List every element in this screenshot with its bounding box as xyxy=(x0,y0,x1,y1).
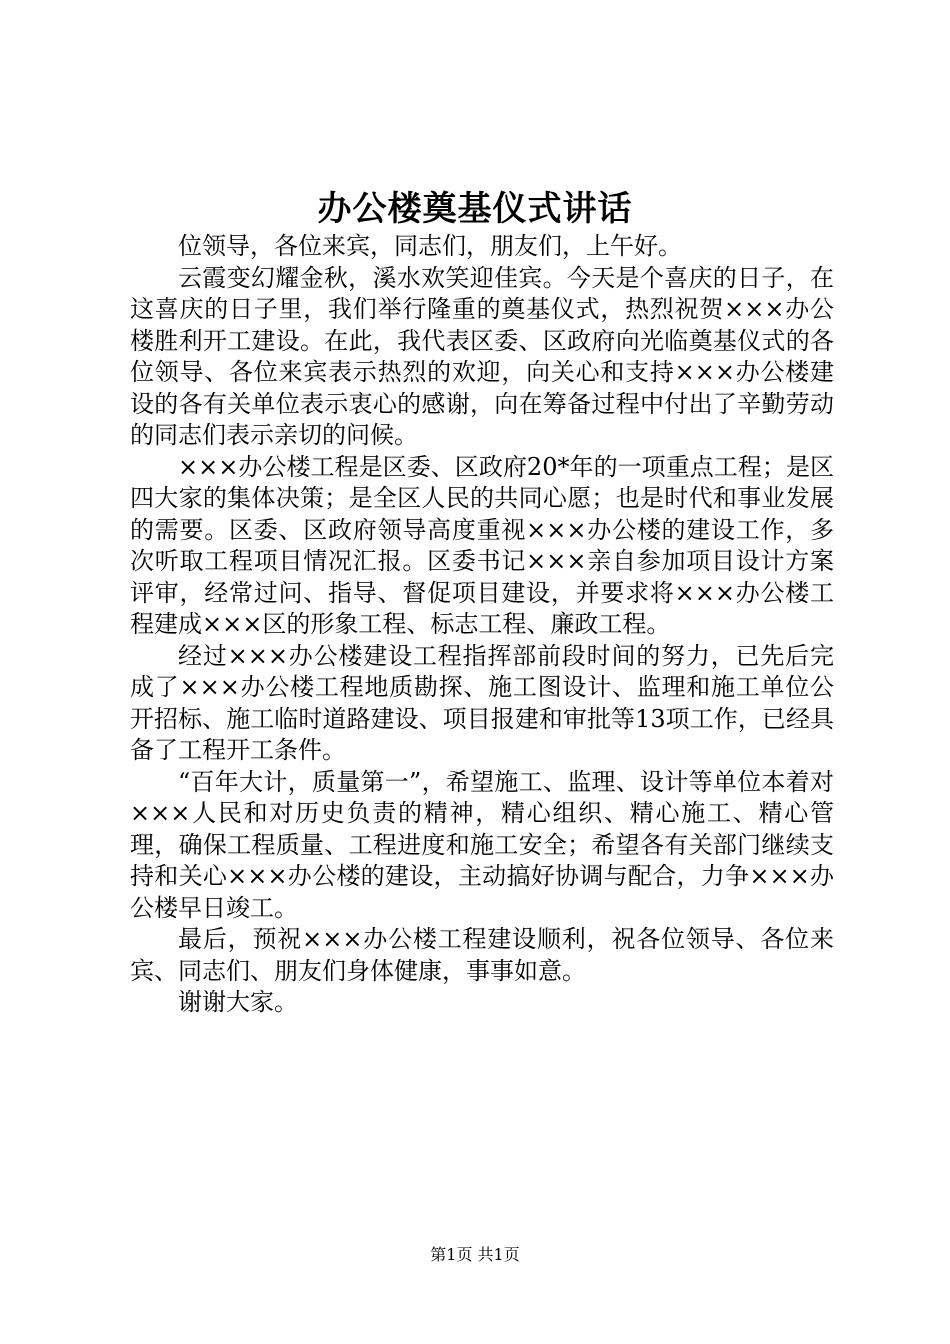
paragraph-progress: 经过×××办公楼建设工程指挥部前段时间的努力，已先后完成了×××办公楼工程地质勘探、施工图设计、监理和施工单位公开招标、施工临时道路建设、项目报建和审批等13项工作，已经具备了工程开工条件。 xyxy=(130,641,834,764)
paragraph-closing-wishes: 最后，预祝×××办公楼工程建设顺利，祝各位领导、各位来宾、同志们、朋友们身体健康，事事如意。 xyxy=(130,925,834,985)
paragraph-greeting: 位领导，各位来宾，同志们，朋友们，上午好。 xyxy=(178,232,682,260)
document-title: 办公楼奠基仪式讲话 xyxy=(317,189,633,229)
paragraph-welcome: 云霞变幻耀金秋，溪水欢笑迎佳宾。今天是个喜庆的日子，在这喜庆的日子里，我们举行隆重的奠基仪式，热烈祝贺×××办公楼胜利开工建设。在此，我代表区委、区政府向光临奠基仪式的各位领导、各位来宾表示热烈的欢迎，向关心和支持×××办公楼建设的各有关单位表示衷心的感谢，向在筹备过程中付出了辛勤劳动的同志们表示亲切的问候。 xyxy=(130,263,834,449)
paragraph-quality: “百年大计，质量第一”，希望施工、监理、设计等单位本着对×××人民和对历史负责的精神，精心组织、精心施工、精心管理，确保工程质量、工程进度和施工安全；希望各有关部门继续支持和关心×××办公楼的建设，主动搞好协调与配合，力争×××办公楼早日竣工。 xyxy=(130,767,834,922)
document-body xyxy=(130,231,834,1019)
page-footer: 第1页 共1页 xyxy=(430,1245,520,1264)
paragraph-project-importance: ×××办公楼工程是区委、区政府20*年的一项重点工程；是区四大家的集体决策；是全区人民的共同心愿；也是时代和事业发展的需要。区委、区政府领导高度重视×××办公楼的建设工作，多次听取工程项目情况汇报。区委书记×××亲自参加项目设计方案评审，经常过问、指导、督促项目建设，并要求将×××办公楼工程建成×××区的形象工程、标志工程、廉政工程。 xyxy=(130,452,834,638)
paragraph-thanks: 谢谢大家。 xyxy=(178,988,298,1016)
